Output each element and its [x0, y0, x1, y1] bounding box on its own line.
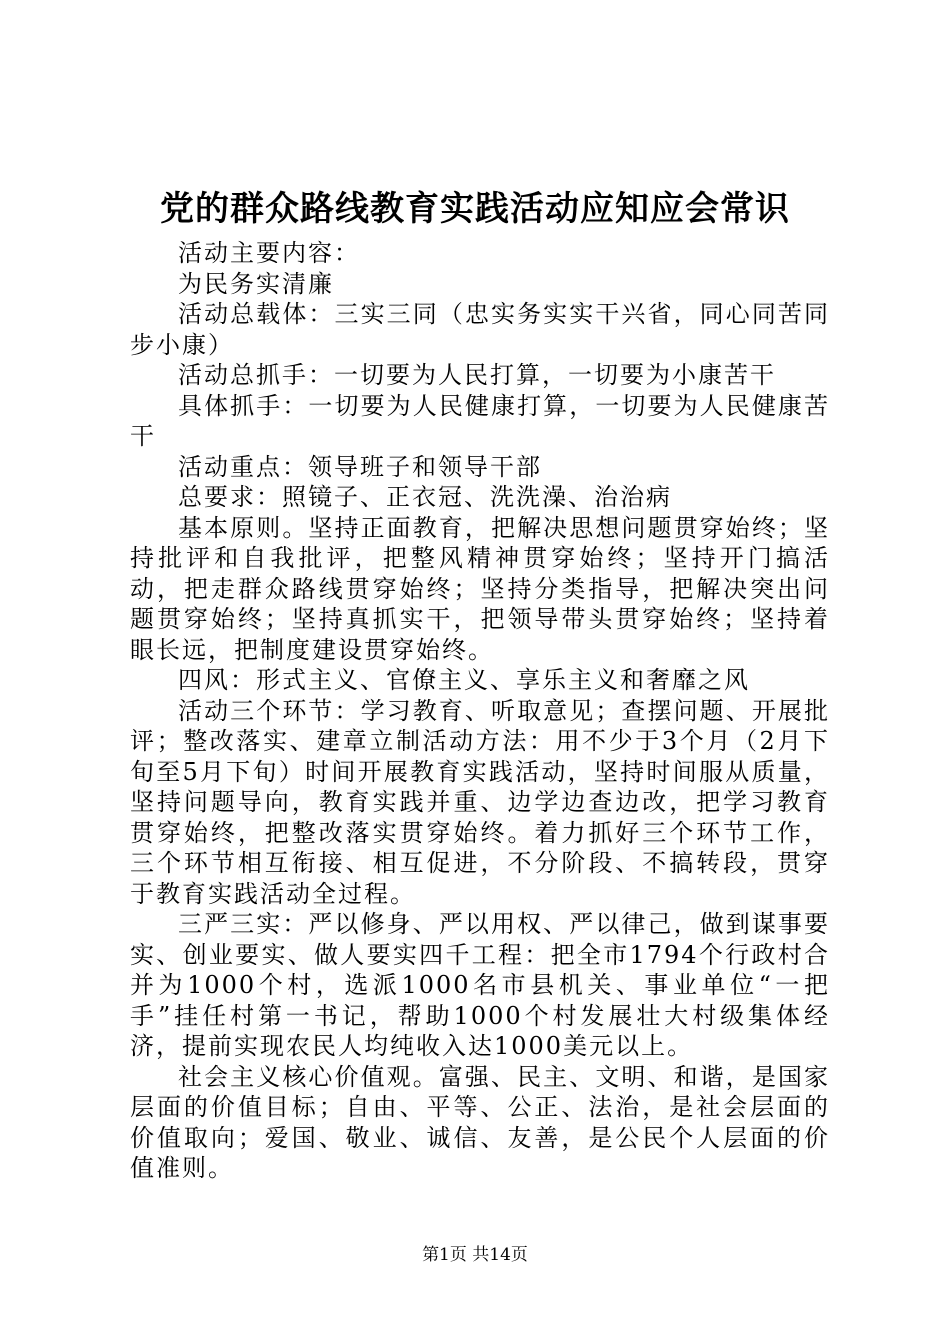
paragraph-activity-carrier: 活动总载体：三实三同（忠实务实实干兴省，同心同苦同步小康）: [130, 300, 830, 359]
paragraph-activity-content: 为民务实清廉: [178, 269, 334, 298]
paragraph-activity-lever: 活动总抓手：一切要为人民打算，一切要为小康苦干: [178, 361, 776, 389]
paragraph-basic-principles: 基本原则。坚持正面教育，把解决思想问题贯穿始终；坚持批评和自我批评，把整风精神贯穿始终；坚持开门搞活动，把走群众路线贯穿始终；坚持分类指导，把解决突出问题贯穿始终；坚持真抓实干，把领导带头贯穿始终；坚持着眼长远，把制度建设贯穿始终。: [130, 513, 830, 664]
paragraph-core-values: 社会主义核心价值观。富强、民主、文明、和谐，是国家层面的价值目标；自由、平等、公正、法治，是社会层面的价值取向；爱国、敬业、诚信、友善，是公民个人层面的价值准则。: [130, 1062, 830, 1182]
paragraph-specific-lever: 具体抓手：一切要为人民健康打算，一切要为人民健康苦干: [130, 391, 830, 450]
document-title: 党的群众路线教育实践活动应知应会常识: [160, 189, 790, 229]
paragraph-activity-focus: 活动重点：领导班子和领导干部: [178, 452, 542, 481]
paragraph-three-stages: 活动三个环节：学习教育、听取意见；查摆问题、开展批评；整改落实、建章立制活动方法：用不少于3个月（2月下旬至5月下旬）时间开展教育实践活动，坚持时间服从质量，坚持问题导向，教育实践并重、边学边查边改，把学习教育贯穿始终，把整改落实贯穿始终。着力抓好三个环节工作，三个环节相互衔接、相互促进，不分阶段、不搞转段，贯穿于教育实践活动全过程。: [130, 696, 830, 908]
paragraph-three-stricts: 三严三实：严以修身、严以用权、严以律己，做到谋事要实、创业要实、做人要实四千工程：把全市1794个行政村合并为1000个村，选派1000名市县机关、事业单位“一把手”挂任村第一书记，帮助1000个村发展壮大村级集体经济，提前实现农民人均纯收入达1000美元以上。: [130, 910, 830, 1060]
paragraph-general-requirement: 总要求：照镜子、正衣冠、洗洗澡、治治病: [178, 483, 672, 511]
paragraph-activity-content-heading: 活动主要内容：: [178, 239, 360, 267]
page-number-footer: 第1页 共14页: [422, 1245, 528, 1265]
paragraph-four-winds: 四风：形式主义、官僚主义、享乐主义和奢靡之风: [178, 666, 750, 694]
document-body: [130, 238, 830, 1184]
